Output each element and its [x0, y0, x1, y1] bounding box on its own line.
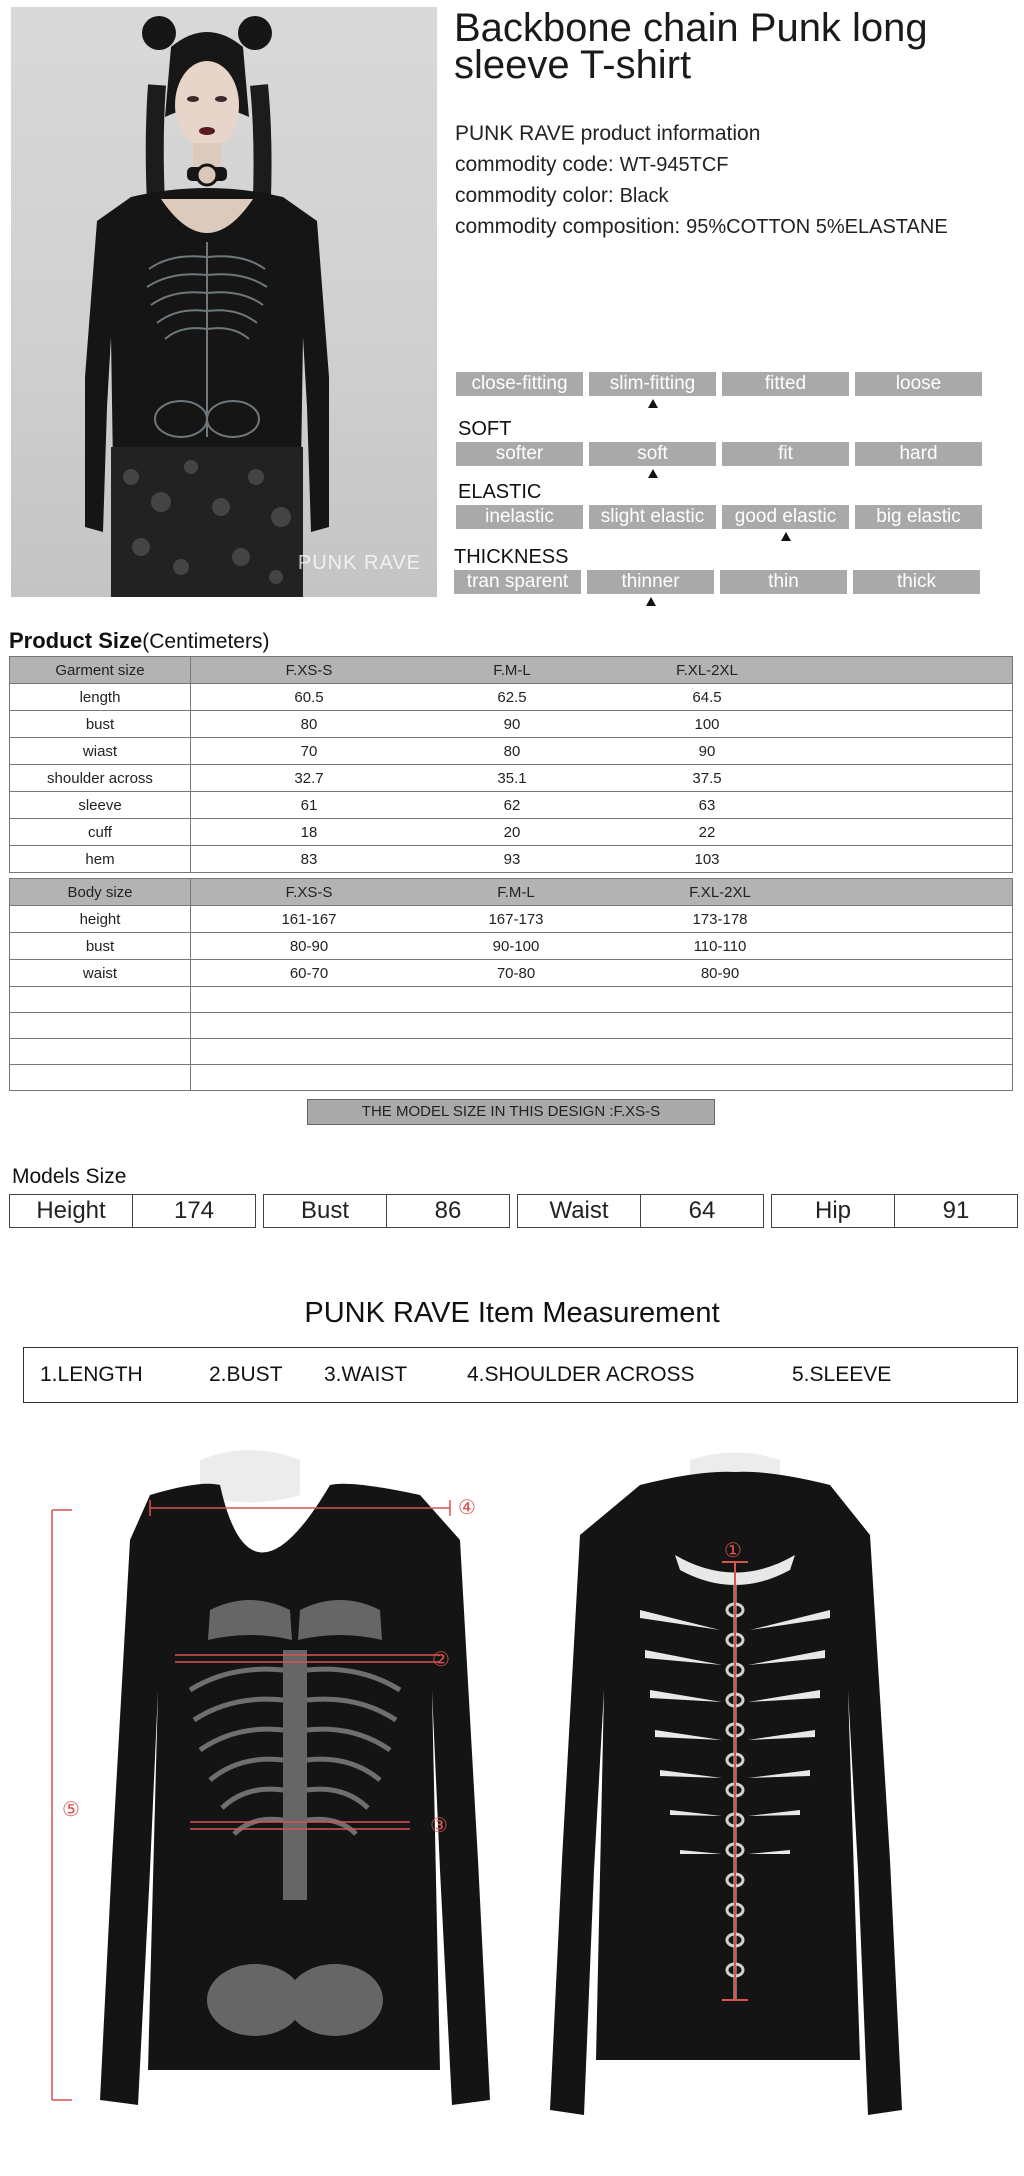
model-bust [263, 1194, 510, 1228]
table-header-row [10, 879, 1013, 906]
row-label: height [10, 906, 191, 933]
color-label: commodity color: [455, 184, 614, 207]
models-size-title: Models Size [12, 1165, 127, 1188]
marker-waist: ③ [430, 1813, 448, 1837]
col-header: F.XS-S [285, 661, 333, 679]
row-label: bust [10, 933, 191, 960]
elastic-option: inelastic [456, 505, 583, 529]
marker-bust: ② [432, 1647, 450, 1671]
measurement-title: PUNK RAVE Item Measurement [304, 1297, 720, 1329]
soft-option: softer [456, 442, 583, 466]
cell: 22 [698, 823, 716, 841]
measure-waist: 3.WAIST [324, 1363, 408, 1386]
product-size-heading: Product Size [9, 628, 143, 653]
garment-diagrams [0, 1440, 1024, 2160]
marker-shoulder: ④ [458, 1495, 476, 1519]
elastic-scale [456, 505, 982, 529]
waist-value: 64 [688, 1197, 716, 1224]
cell: 20 [503, 823, 521, 841]
col-header: F.M-L [493, 661, 531, 679]
measure-shoulder: 4.SHOULDER ACROSS [467, 1363, 695, 1386]
empty-row [10, 987, 1013, 1013]
cell: 90 [503, 715, 521, 733]
composition-value: 95%COTTON 5%ELASTANE [686, 216, 948, 238]
col-header: F.XL-2XL [689, 883, 751, 901]
composition-label: commodity composition: [455, 215, 681, 238]
measure-length: 1.LENGTH [40, 1363, 143, 1386]
table-row [10, 906, 1013, 933]
body-size-header: Body size [10, 879, 191, 906]
col-header: F.M-L [497, 883, 535, 901]
front-garment [52, 1450, 490, 2105]
elastic-option: big elastic [855, 505, 982, 529]
cell: 103 [694, 850, 720, 868]
height-value: 174 [173, 1197, 215, 1224]
soft-option-selected: soft [589, 442, 716, 466]
info-code-row [455, 149, 948, 180]
fit-option-selected: slim-fitting [589, 372, 716, 396]
waist-label: Waist [518, 1195, 641, 1227]
thickness-option-selected: thinner [587, 570, 714, 594]
garment-measurement-diagram [0, 1440, 1024, 2160]
product-title: Backbone chain Punk long sleeve T-shirt [454, 6, 928, 87]
cell: 64.5 [692, 688, 722, 706]
table-row [10, 738, 1013, 765]
model-illustration [11, 7, 437, 597]
empty-row [10, 1013, 1013, 1039]
row-label: length [10, 684, 191, 711]
cell: 70 [300, 742, 318, 760]
measure-bust: 2.BUST [209, 1363, 283, 1386]
col-header: F.XS-S [285, 883, 333, 901]
row-label: sleeve [10, 792, 191, 819]
cell: 161-167 [281, 910, 337, 928]
table-row [10, 846, 1013, 873]
model-size-note: THE MODEL SIZE IN THIS DESIGN :F.XS-S [307, 1099, 715, 1125]
garment-size-table [9, 656, 1013, 873]
row-label: hem [10, 846, 191, 873]
cell: 93 [503, 850, 521, 868]
color-value: Black [619, 185, 669, 207]
cell: 62.5 [497, 688, 527, 706]
garment-size-header: Garment size [10, 657, 191, 684]
cell: 167-173 [488, 910, 544, 928]
row-label: shoulder across [10, 765, 191, 792]
cell: 63 [698, 796, 716, 814]
product-size-unit: (Centimeters) [142, 630, 270, 653]
photo-watermark: PUNK RAVE [297, 552, 421, 574]
cell: 61 [300, 796, 318, 814]
fit-option: close-fitting [456, 372, 583, 396]
model-hip [771, 1194, 1018, 1228]
cell: 90-100 [492, 937, 540, 955]
product-info [455, 118, 948, 242]
row-label: waist [10, 960, 191, 987]
cell: 37.5 [692, 769, 722, 787]
hip-label: Hip [772, 1195, 895, 1227]
table-row [10, 960, 1013, 987]
cell: 80 [503, 742, 521, 760]
cell: 90 [698, 742, 716, 760]
cell: 110-110 [693, 937, 747, 955]
product-size-title [9, 628, 269, 654]
thickness-option: tran sparent [454, 570, 581, 594]
empty-row [10, 1039, 1013, 1065]
model-waist [517, 1194, 764, 1228]
soft-option: fit [722, 442, 849, 466]
table-row [10, 819, 1013, 846]
info-heading: PUNK RAVE product information [455, 122, 761, 145]
row-label: bust [10, 711, 191, 738]
cell: 80-90 [700, 964, 740, 982]
row-label: wiast [10, 738, 191, 765]
fit-option: fitted [722, 372, 849, 396]
cell: 32.7 [294, 769, 324, 787]
info-color-row [455, 180, 948, 211]
code-label: commodity code: [455, 153, 614, 176]
cell: 60.5 [294, 688, 324, 706]
measure-sleeve: 5.SLEEVE [792, 1363, 892, 1386]
cell: 100 [694, 715, 720, 733]
thickness-label: THICKNESS [454, 546, 569, 568]
table-row [10, 792, 1013, 819]
soft-label: SOFT [458, 418, 512, 440]
back-garment [550, 1453, 902, 2116]
table-row [10, 711, 1013, 738]
marker-sleeve: ⑤ [62, 1797, 80, 1821]
info-composition-row [455, 211, 948, 242]
fit-scale [456, 372, 982, 396]
body-size-table [9, 878, 1013, 1091]
height-label: Height [10, 1195, 133, 1227]
empty-row [10, 1065, 1013, 1091]
cell: 173-178 [692, 910, 748, 928]
col-header: F.XL-2XL [676, 661, 738, 679]
cell: 62 [503, 796, 521, 814]
elastic-option-selected: good elastic [722, 505, 849, 529]
elastic-label: ELASTIC [458, 481, 542, 503]
measurement-legend [23, 1347, 1018, 1403]
thickness-option: thick [853, 570, 980, 594]
code-value: WT-945TCF [619, 154, 729, 176]
cell: 80 [300, 715, 318, 733]
soft-option: hard [855, 442, 982, 466]
table-row [10, 933, 1013, 960]
models-size-row [9, 1194, 1018, 1228]
marker-length: ① [724, 1538, 742, 1562]
cell: 35.1 [497, 769, 527, 787]
cell: 80-90 [289, 937, 329, 955]
thickness-option: thin [720, 570, 847, 594]
cell: 60-70 [289, 964, 329, 982]
model-height [9, 1194, 256, 1228]
table-header-row [10, 657, 1013, 684]
row-label: cuff [10, 819, 191, 846]
cell: 70-80 [496, 964, 536, 982]
thickness-scale [454, 570, 980, 594]
bust-label: Bust [264, 1195, 387, 1227]
table-row [10, 684, 1013, 711]
cell: 18 [300, 823, 318, 841]
cell: 83 [300, 850, 318, 868]
fit-option: loose [855, 372, 982, 396]
model-photo [11, 7, 437, 597]
soft-scale [456, 442, 982, 466]
bust-value: 86 [434, 1197, 462, 1224]
hip-value: 91 [942, 1197, 970, 1224]
table-row [10, 765, 1013, 792]
elastic-option: slight elastic [589, 505, 716, 529]
